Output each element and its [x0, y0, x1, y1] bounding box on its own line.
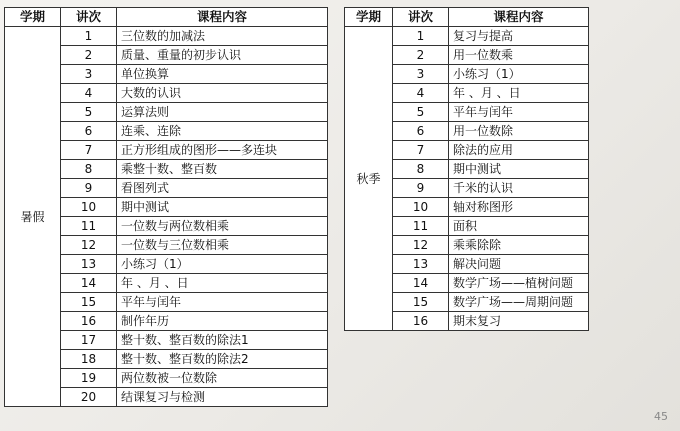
term-cell: 暑假	[5, 27, 61, 407]
lesson-number-cell: 2	[393, 46, 449, 65]
term-cell: 秋季	[345, 27, 393, 331]
course-content-cell: 年 、月 、日	[117, 274, 328, 293]
course-content-cell: 质量、重量的初步认识	[117, 46, 328, 65]
course-content-cell: 大数的认识	[117, 84, 328, 103]
lesson-number-cell: 15	[61, 293, 117, 312]
course-content-cell: 年 、月 、日	[449, 84, 589, 103]
course-content-cell: 解决问题	[449, 255, 589, 274]
table-header-row	[5, 8, 328, 27]
lesson-number-cell: 18	[61, 350, 117, 369]
lesson-number-cell: 2	[61, 46, 117, 65]
table-row	[345, 27, 589, 46]
lesson-number-cell: 16	[61, 312, 117, 331]
lesson-number-cell: 19	[61, 369, 117, 388]
course-content-cell: 平年与闰年	[449, 103, 589, 122]
lesson-number-cell: 8	[393, 160, 449, 179]
lesson-number-cell: 12	[393, 236, 449, 255]
table-body	[5, 27, 328, 407]
lesson-number-cell: 1	[61, 27, 117, 46]
lesson-number-cell: 13	[393, 255, 449, 274]
lesson-number-cell: 4	[61, 84, 117, 103]
lesson-number-cell: 6	[61, 122, 117, 141]
course-content-cell: 乘整十数、整百数	[117, 160, 328, 179]
lesson-number-cell: 15	[393, 293, 449, 312]
lesson-number-cell: 1	[393, 27, 449, 46]
table-header-row	[345, 8, 589, 27]
header-content: 课程内容	[449, 8, 589, 27]
course-content-cell: 小练习（1）	[117, 255, 328, 274]
lesson-number-cell: 8	[61, 160, 117, 179]
table-body	[345, 27, 589, 331]
lesson-number-cell: 10	[61, 198, 117, 217]
course-content-cell: 一位数与三位数相乘	[117, 236, 328, 255]
lesson-number-cell: 6	[393, 122, 449, 141]
course-content-cell: 数学广场——周期问题	[449, 293, 589, 312]
page-number: 45	[654, 410, 668, 423]
course-content-cell: 连乘、连除	[117, 122, 328, 141]
course-content-cell: 乘乘除除	[449, 236, 589, 255]
course-content-cell: 复习与提高	[449, 27, 589, 46]
summer-course-table	[4, 7, 328, 407]
course-content-cell: 轴对称图形	[449, 198, 589, 217]
lesson-number-cell: 10	[393, 198, 449, 217]
course-content-cell: 结课复习与检测	[117, 388, 328, 407]
course-content-cell: 平年与闰年	[117, 293, 328, 312]
course-content-cell: 三位数的加减法	[117, 27, 328, 46]
lesson-number-cell: 5	[393, 103, 449, 122]
lesson-number-cell: 13	[61, 255, 117, 274]
course-content-cell: 期中测试	[117, 198, 328, 217]
lesson-number-cell: 12	[61, 236, 117, 255]
lesson-number-cell: 11	[393, 217, 449, 236]
lesson-number-cell: 7	[61, 141, 117, 160]
lesson-number-cell: 3	[61, 65, 117, 84]
header-content: 课程内容	[117, 8, 328, 27]
course-content-cell: 运算法则	[117, 103, 328, 122]
lesson-number-cell: 14	[393, 274, 449, 293]
lesson-number-cell: 20	[61, 388, 117, 407]
lesson-number-cell: 14	[61, 274, 117, 293]
course-content-cell: 一位数与两位数相乘	[117, 217, 328, 236]
lesson-number-cell: 3	[393, 65, 449, 84]
header-term: 学期	[5, 8, 61, 27]
table-row	[5, 27, 328, 46]
course-content-cell: 单位换算	[117, 65, 328, 84]
lesson-number-cell: 17	[61, 331, 117, 350]
course-content-cell: 面积	[449, 217, 589, 236]
course-content-cell: 制作年历	[117, 312, 328, 331]
lesson-number-cell: 4	[393, 84, 449, 103]
course-content-cell: 除法的应用	[449, 141, 589, 160]
autumn-course-table	[344, 7, 589, 331]
header-lesson: 讲次	[61, 8, 117, 27]
course-content-cell: 千米的认识	[449, 179, 589, 198]
course-content-cell: 用一位数除	[449, 122, 589, 141]
course-content-cell: 看图列式	[117, 179, 328, 198]
lesson-number-cell: 9	[393, 179, 449, 198]
course-content-cell: 小练习（1）	[449, 65, 589, 84]
course-content-cell: 用一位数乘	[449, 46, 589, 65]
course-content-cell: 整十数、整百数的除法1	[117, 331, 328, 350]
course-content-cell: 两位数被一位数除	[117, 369, 328, 388]
lesson-number-cell: 9	[61, 179, 117, 198]
course-content-cell: 正方形组成的图形——多连块	[117, 141, 328, 160]
lesson-number-cell: 7	[393, 141, 449, 160]
lesson-number-cell: 16	[393, 312, 449, 331]
course-content-cell: 整十数、整百数的除法2	[117, 350, 328, 369]
course-content-cell: 期中测试	[449, 160, 589, 179]
course-content-cell: 期末复习	[449, 312, 589, 331]
course-content-cell: 数学广场——植树问题	[449, 274, 589, 293]
lesson-number-cell: 11	[61, 217, 117, 236]
header-term: 学期	[345, 8, 393, 27]
header-lesson: 讲次	[393, 8, 449, 27]
lesson-number-cell: 5	[61, 103, 117, 122]
